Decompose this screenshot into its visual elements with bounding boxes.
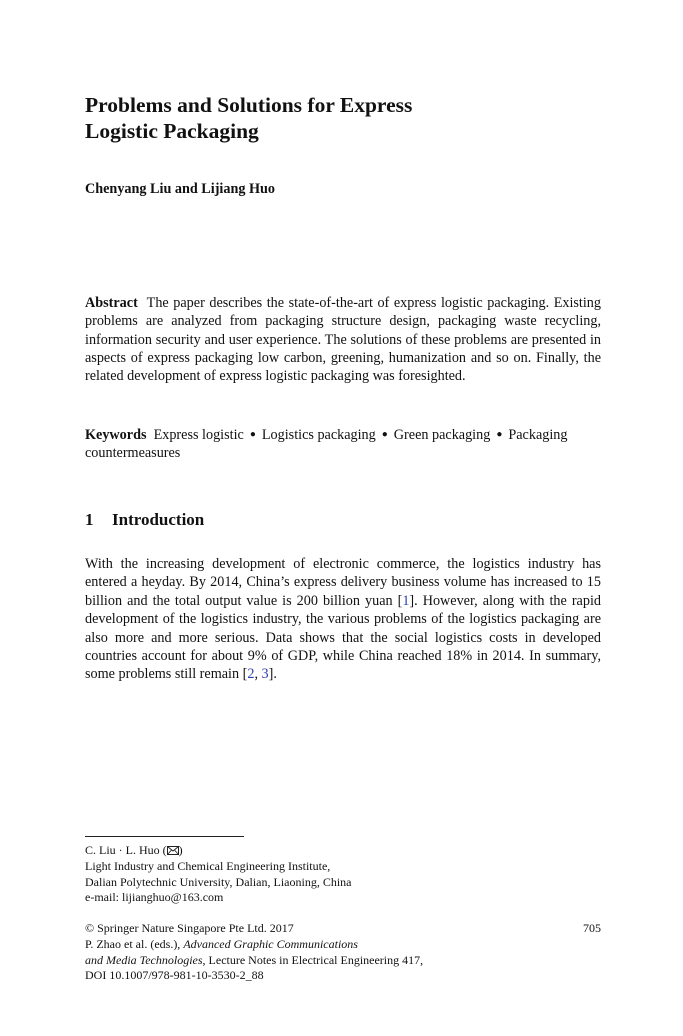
section-heading <box>85 510 204 530</box>
abstract-label: Abstract <box>85 295 138 311</box>
intro-text: ]. However, along with the rapid development of the logistics industry, the various problems of the logistics packaging are also more and more serious. Data shows that the social logistics costs in developed countries account for about 9% of GDP, while China reached 18% in 2014. In summary, some problems still remain [ <box>85 592 601 683</box>
series-text: , Lecture Notes in Electrical Engineering 417, <box>202 952 424 967</box>
paper-title <box>85 92 601 144</box>
affiliation-authors-text: C. Liu · L. Huo ( <box>85 843 167 857</box>
doi-line: DOI 10.1007/978-981-10-3530-2_88 <box>85 968 264 983</box>
keyword-separator: ● <box>496 429 503 440</box>
section-number: 1 <box>85 510 94 529</box>
page-number: 705 <box>583 921 601 935</box>
affiliation-university: Dalian Polytechnic University, Dalian, Liaoning, China <box>85 874 352 889</box>
copyright-line: © Springer Nature Singapore Pte Ltd. 2017 <box>85 921 294 935</box>
section-title: Introduction <box>112 510 205 529</box>
intro-text: ]. <box>268 666 277 683</box>
affiliation-authors-end: ) <box>178 843 183 857</box>
keyword-item: Logistics packaging <box>261 427 376 443</box>
editors-line <box>85 937 601 953</box>
affiliation-block <box>85 843 601 906</box>
keyword-separator: ● <box>249 429 256 440</box>
abstract <box>85 294 601 385</box>
abstract-text: The paper describes the state-of-the-art of express logistic packaging. Existing problems are analyzed from packaging structure design, packaging waste recycling, information security and user experience. The solutions of these problems are presented in aspects of express packaging low carbon, greening, humanization and so on. Finally, the related development of express logistic packaging was foresighted. <box>85 295 601 385</box>
book-title-cont: and Media Technologies <box>85 952 203 967</box>
keywords <box>85 426 601 463</box>
editors-prefix: P. Zhao et al. (eds.), <box>85 936 184 951</box>
citation-separator: , <box>254 666 262 683</box>
citation-link[interactable]: 2 <box>247 666 255 683</box>
series-line <box>85 953 601 969</box>
keyword-item: Green packaging <box>393 427 491 443</box>
intro-paragraph <box>85 555 601 684</box>
affiliation-institute: Light Industry and Chemical Engineering Institute, <box>85 858 331 873</box>
intro-text: With the increasing development of electronic commerce, the logistics industry has entered a heyday. By 2014, China’s express delivery business volume has increased to 15 billion and the total output value is 200 billion yuan [ <box>85 556 601 609</box>
publication-footer <box>85 921 601 984</box>
citation-link[interactable]: 1 <box>402 592 410 609</box>
title-line-2: Logistic Packaging <box>85 119 259 143</box>
keyword-item: Packaging countermeasures <box>85 427 568 462</box>
keywords-label: Keywords <box>85 427 147 443</box>
envelope-icon <box>167 846 179 855</box>
author-list: Chenyang Liu and Lijiang Huo <box>85 181 276 197</box>
footnote-divider <box>85 836 244 837</box>
book-title: Advanced Graphic Communications <box>183 936 358 951</box>
keyword-separator: ● <box>381 429 388 440</box>
keyword-item: Express logistic <box>153 427 244 443</box>
affiliation-email: e-mail: lijianghuo@163.com <box>85 890 224 905</box>
citation-link[interactable]: 3 <box>261 666 269 683</box>
affiliation-authors <box>85 843 601 859</box>
title-line-1: Problems and Solutions for Express <box>85 93 413 117</box>
